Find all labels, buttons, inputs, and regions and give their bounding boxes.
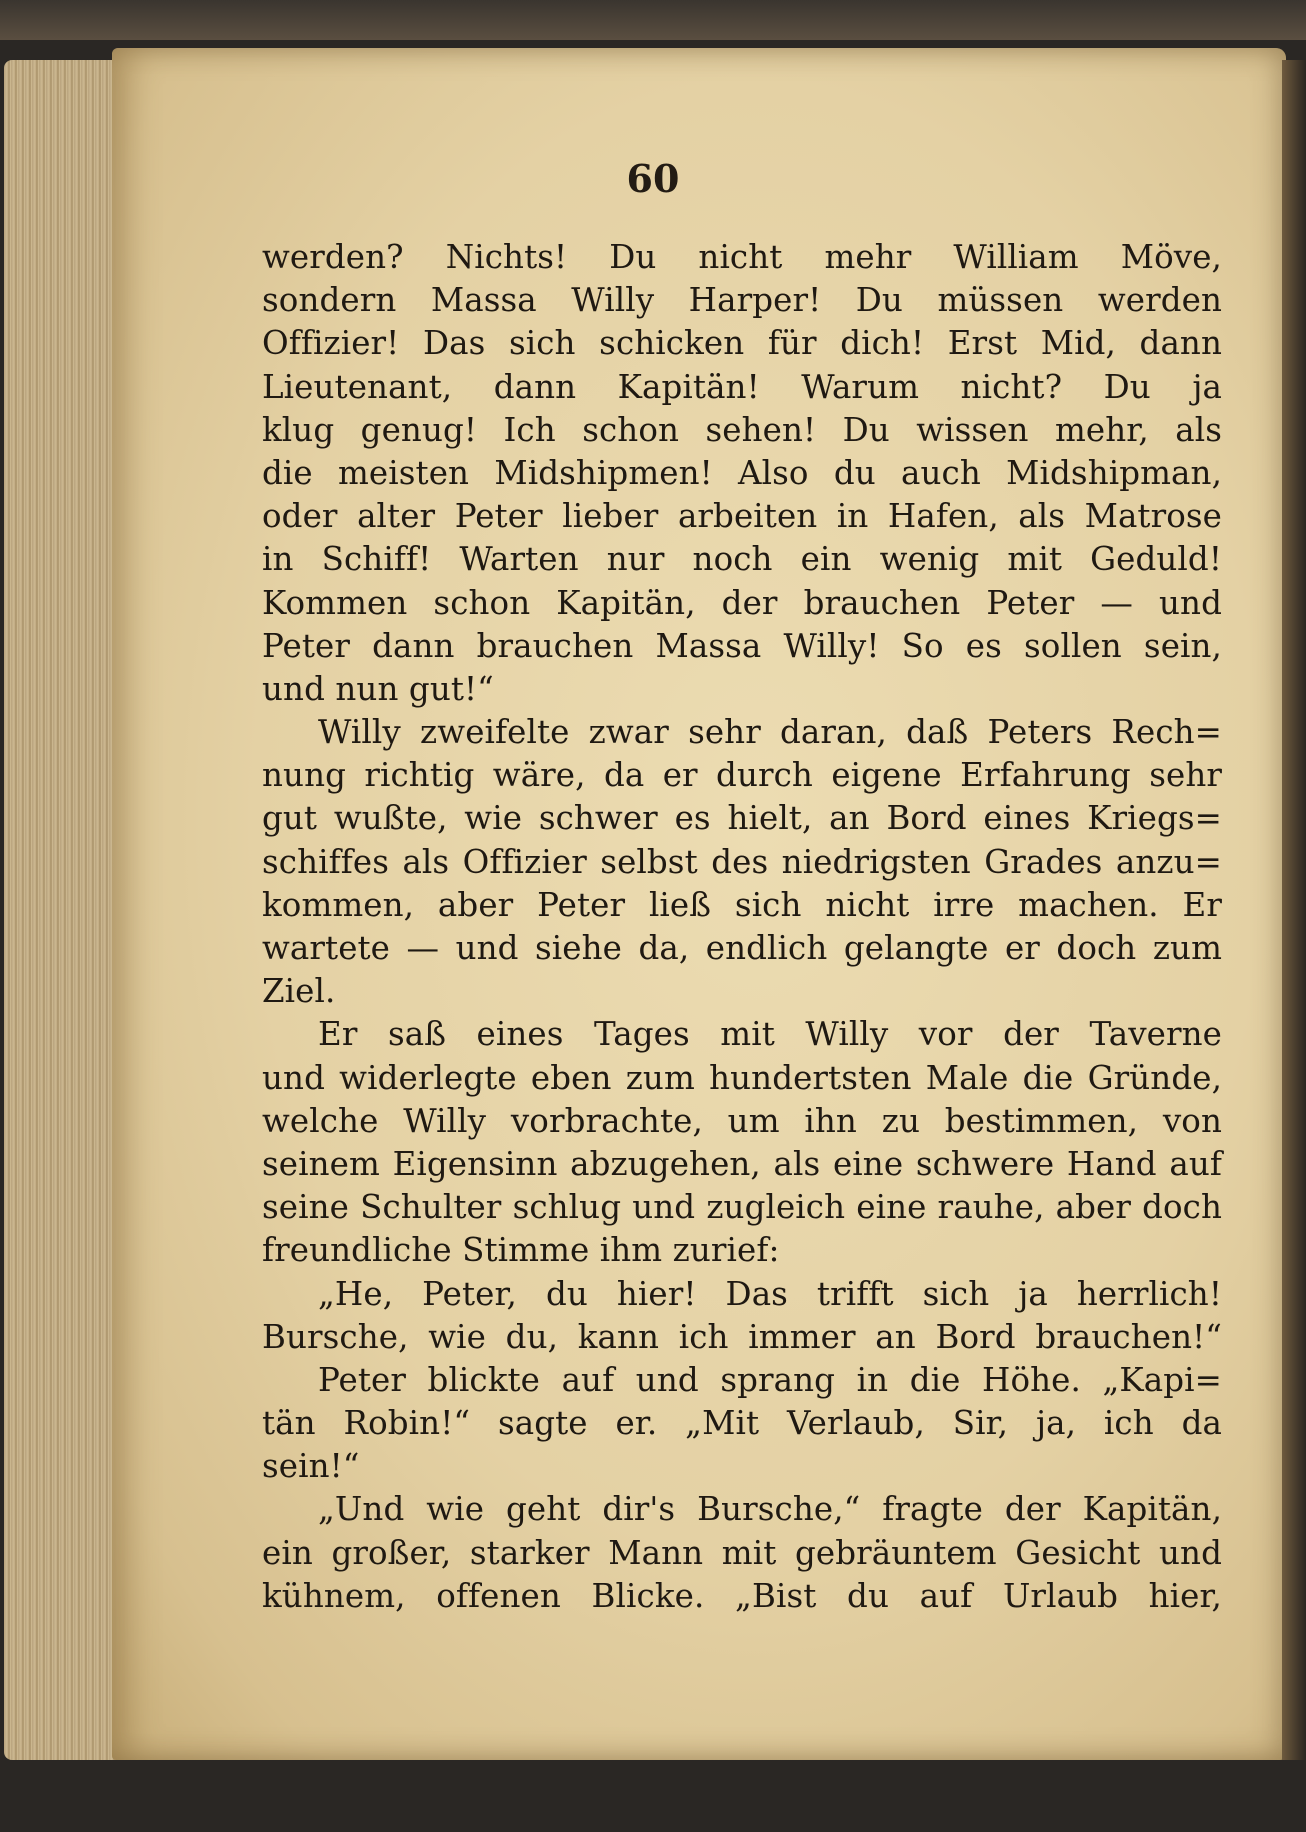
text-line: Ziel.	[262, 972, 336, 1011]
text-line: seinem Eigensinn abzugehen, als eine schwere Hand auf	[262, 1144, 1222, 1183]
text-line: „He, Peter, du hier! Das trifft sich ja herrlich!	[318, 1274, 1222, 1313]
text-line: schiffes als Offizier selbst des niedrigsten Grades anzu=	[262, 842, 1222, 881]
book-cover-edge	[0, 0, 1306, 40]
text-line: in Schiff! Warten nur noch ein wenig mit Geduld!	[262, 540, 1222, 579]
text-line: freundliche Stimme ihm zurief:	[262, 1231, 780, 1270]
text-line: oder alter Peter lieber arbeiten in Hafen, als Matrose	[262, 497, 1222, 536]
text-line: und nun gut!“	[262, 669, 494, 708]
text-line: Kommen schon Kapitän, der brauchen Peter — und	[262, 583, 1222, 622]
text-line: Offizier! Das sich schicken für dich! Erst Mid, dann	[262, 324, 1222, 363]
text-line: „Und wie geht dir's Bursche,“ fragte der Kapitän,	[318, 1490, 1222, 1529]
page-number: 60	[626, 156, 680, 201]
text-line: seine Schulter schlug und zugleich eine rauhe, aber doch	[262, 1188, 1222, 1227]
text-line: wartete — und siehe da, endlich gelangte er doch zum	[262, 929, 1222, 967]
text-line: Willy zweifelte zwar sehr daran, daß Peters Rech=	[318, 713, 1222, 752]
text-line: die meisten Midshipmen! Also du auch Midshipman,	[262, 453, 1222, 492]
page-text	[262, 236, 1222, 1618]
text-line: werden? Nichts! Du nicht mehr William Möve,	[262, 238, 1222, 276]
text-line: ein großer, starker Mann mit gebräuntem Gesicht und	[262, 1533, 1222, 1572]
text-line: sein!“	[262, 1447, 360, 1486]
text-line: nung richtig wäre, da er durch eigene Erfahrung sehr	[262, 756, 1222, 795]
text-line: Lieutenant, dann Kapitän! Warum nicht? Du ja	[262, 367, 1222, 406]
page-stack-edges	[4, 60, 122, 1760]
text-line: Er saß eines Tages mit Willy vor der Taverne	[318, 1015, 1222, 1054]
text-line: kommen, aber Peter ließ sich nicht irre machen. Er	[262, 885, 1222, 924]
text-line: und widerlegte eben zum hundertsten Male die Gründe,	[262, 1058, 1222, 1097]
text-line: klug genug! Ich schon sehen! Du wissen mehr, als	[262, 410, 1222, 449]
text-line: Peter blickte auf und sprang in die Höhe. „Kapi=	[318, 1360, 1222, 1399]
book-binding-edge	[1282, 60, 1306, 1760]
text-line: tän Robin!“ sagte er. „Mit Verlaub, Sir, ja, ich da	[262, 1404, 1222, 1443]
text-line: gut wußte, wie schwer es hielt, an Bord eines Kriegs=	[262, 799, 1222, 838]
text-line: Peter dann brauchen Massa Willy! So es sollen sein,	[262, 626, 1222, 665]
text-line: welche Willy vorbrachte, um ihn zu bestimmen, von	[262, 1101, 1222, 1140]
text-line: Bursche, wie du, kann ich immer an Bord brauchen!“	[262, 1317, 1222, 1356]
text-line: kühnem, offenen Blicke. „Bist du auf Urlaub hier,	[262, 1576, 1222, 1615]
text-line: sondern Massa Willy Harper! Du müssen werden	[262, 281, 1222, 320]
